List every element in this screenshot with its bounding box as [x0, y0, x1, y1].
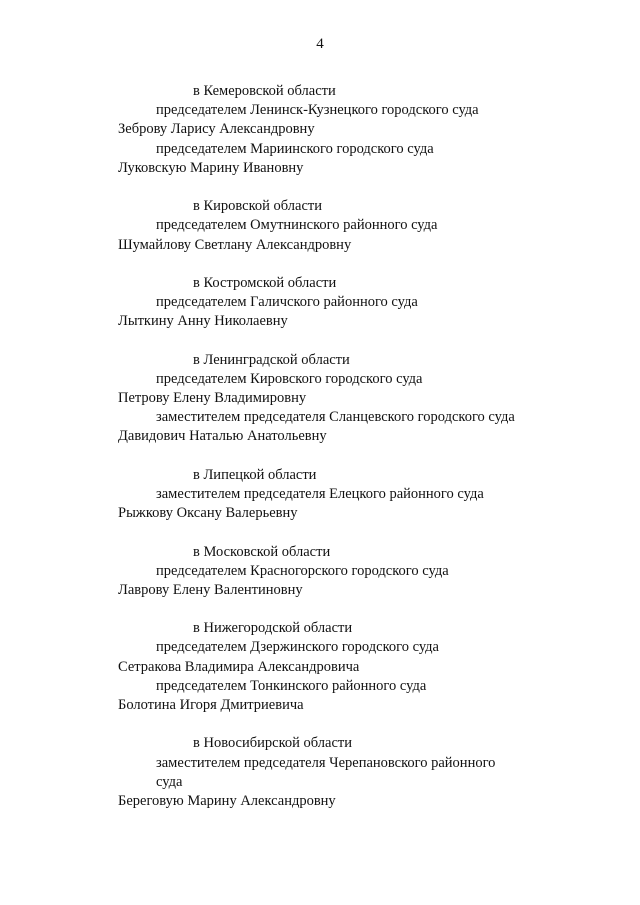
position-text: председателем Ленинск-Кузнецкого городского суда [156, 102, 479, 119]
person-name: Береговую Марину Александровну [118, 792, 336, 809]
region-heading: в Московской области [193, 543, 331, 560]
position-text: председателем Галичского районного суда [156, 294, 418, 311]
person-name: Зеброву Ларису Александровну [118, 121, 315, 138]
position-text: председателем Кировского городского суда [156, 370, 423, 387]
position-text: председателем Дзержинского городского суда [156, 639, 439, 656]
region-section [118, 619, 578, 715]
region-heading: в Нижегородской области [193, 620, 353, 637]
document-body [118, 82, 578, 811]
person-name: Давидович Наталью Анатольевну [118, 428, 327, 445]
person-name: Луковскую Марину Ивановну [118, 159, 304, 176]
region-section [118, 466, 578, 524]
region-section [118, 734, 578, 811]
region-heading: в Костромской области [193, 274, 337, 291]
section-gap [118, 178, 578, 197]
person-name: Болотина Игоря Дмитриевича [118, 697, 304, 713]
person-name: Сетракова Владимира Александровича [118, 658, 360, 675]
person-name: Петрову Елену Владимировну [118, 390, 307, 406]
position-text: председателем Тонкинского районного суда [156, 677, 427, 694]
region-section [118, 543, 578, 601]
person-name: Рыжкову Оксану Валерьевну [118, 505, 298, 522]
position-text: председателем Красногорского городского суда [156, 562, 449, 579]
region-section [118, 82, 578, 178]
position-text: председателем Мариинского городского суда [156, 140, 434, 157]
position-text-continuation: суда [156, 773, 183, 790]
region-section [118, 274, 578, 332]
position-text: заместителем председателя Елецкого районного суда [156, 485, 484, 502]
position-text: председателем Омутнинского районного суда [156, 217, 438, 234]
region-heading: в Ленинградской области [193, 351, 350, 368]
position-text: заместителем председателя Сланцевского городского суда [156, 409, 515, 426]
region-heading: в Кировской области [193, 198, 323, 215]
region-section [118, 197, 578, 255]
region-heading: в Новосибирской области [193, 735, 352, 752]
region-heading: в Липецкой области [193, 466, 317, 483]
region-heading: в Кемеровской области [193, 83, 336, 99]
page-number: 4 [316, 36, 324, 52]
position-text: заместителем председателя Черепановского районного [156, 754, 496, 771]
section-gap [118, 447, 578, 466]
section-gap [118, 523, 578, 542]
person-name: Лаврову Елену Валентиновну [118, 581, 303, 598]
section-gap [118, 331, 578, 350]
person-name: Лыткину Анну Николаевну [118, 313, 288, 330]
section-gap [118, 715, 578, 734]
person-name: Шумайлову Светлану Александровну [118, 236, 352, 253]
section-gap [118, 600, 578, 619]
section-gap [118, 255, 578, 274]
region-section [118, 351, 578, 447]
